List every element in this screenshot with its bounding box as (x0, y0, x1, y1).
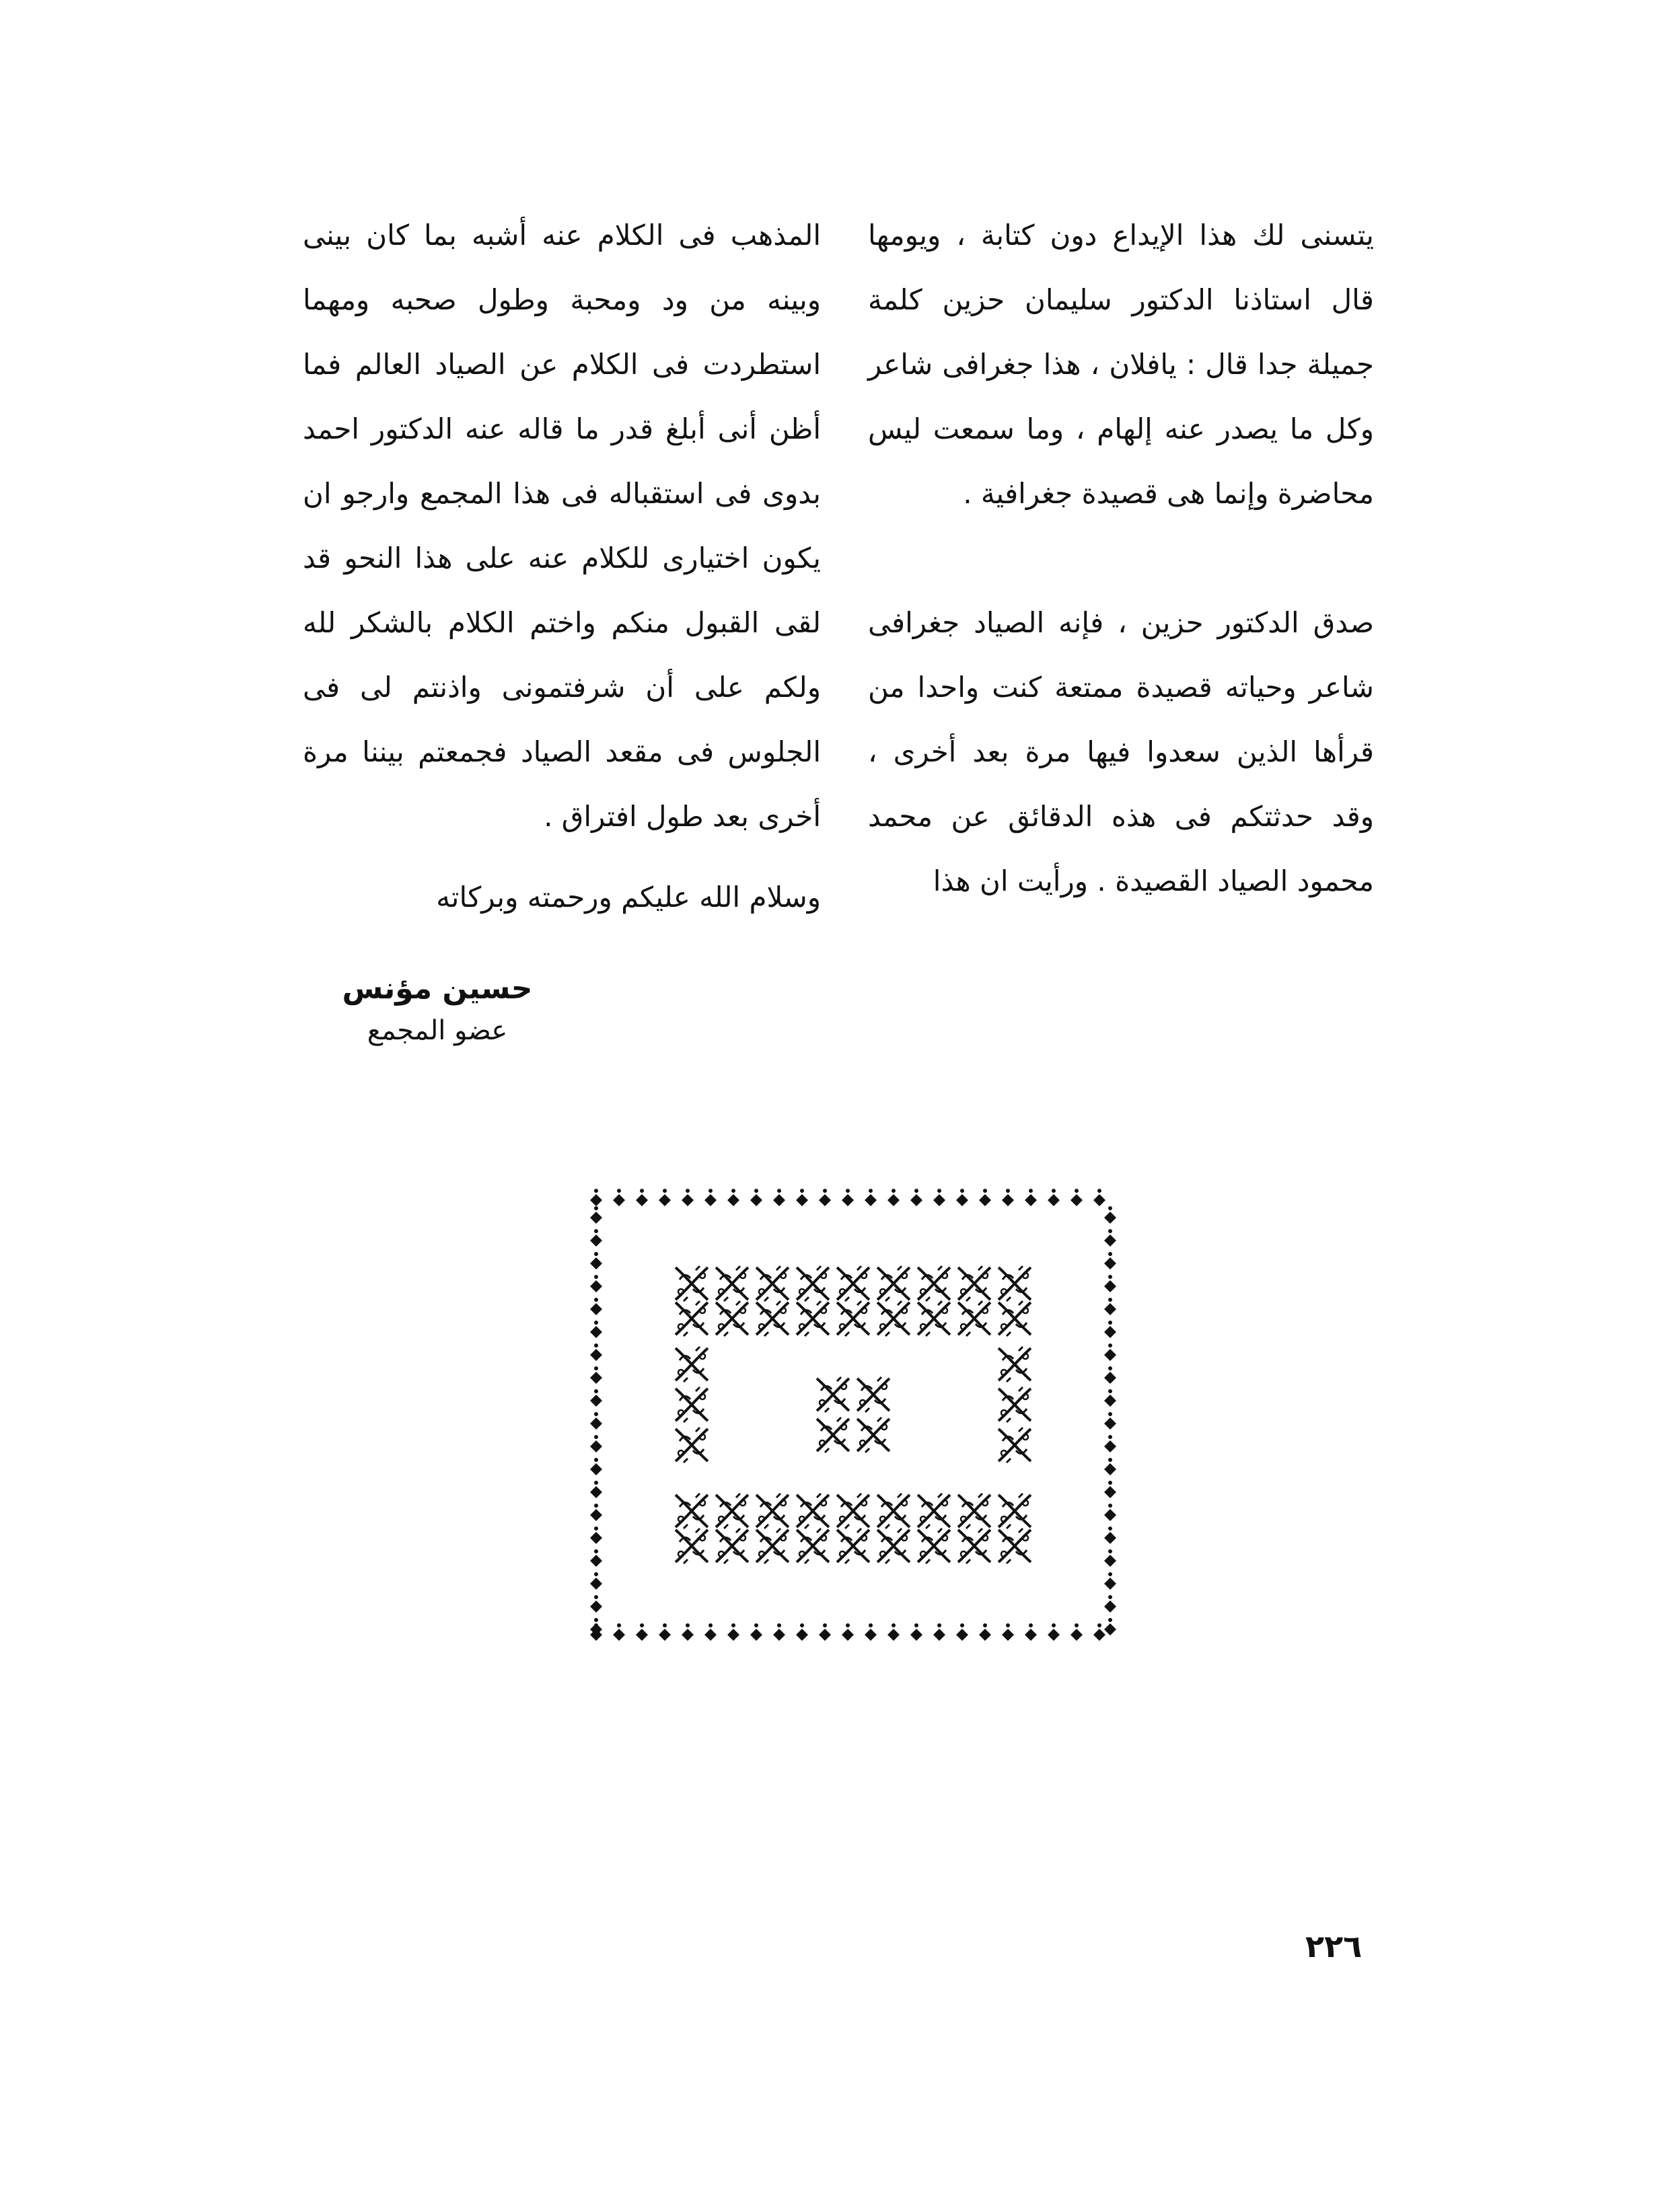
border-diamond (1104, 1549, 1116, 1567)
border-diamond (910, 1623, 922, 1641)
floral-motif (676, 1347, 708, 1382)
diamond-border (590, 1189, 1116, 1641)
border-diamond (1104, 1526, 1116, 1544)
border-diamond (933, 1189, 945, 1206)
border-diamond (727, 1623, 739, 1641)
border-diamond (1104, 1595, 1116, 1613)
border-diamond (1104, 1343, 1116, 1361)
floral-motif (676, 1266, 708, 1301)
border-diamond (1104, 1504, 1116, 1521)
border-diamond (590, 1618, 602, 1635)
border-diamond (636, 1623, 648, 1641)
border-diamond (1104, 1206, 1116, 1224)
border-diamond (1093, 1623, 1105, 1641)
floral-motif (999, 1428, 1031, 1463)
floral-motif (999, 1528, 1031, 1563)
floral-motif (716, 1301, 748, 1336)
floral-motif (877, 1494, 910, 1528)
floral-motif (999, 1301, 1031, 1336)
floral-motif (918, 1266, 950, 1301)
border-diamond (773, 1623, 785, 1641)
border-diamond (590, 1458, 602, 1475)
floral-motif (958, 1494, 990, 1528)
floral-motif (999, 1494, 1031, 1528)
ornamental-frame-icon (584, 1183, 1122, 1647)
floral-motif (918, 1494, 950, 1528)
border-diamond (910, 1189, 922, 1206)
floral-motif (676, 1494, 708, 1528)
floral-motif (676, 1301, 708, 1336)
border-diamond (1025, 1623, 1037, 1641)
border-diamond (1048, 1189, 1060, 1206)
border-diamond (590, 1275, 602, 1292)
floral-motif (756, 1494, 789, 1528)
border-diamond (979, 1189, 991, 1206)
border-diamond (590, 1229, 602, 1247)
floral-motif (958, 1528, 990, 1563)
floral-motif (877, 1528, 910, 1563)
border-diamond (636, 1189, 648, 1206)
border-diamond (1002, 1623, 1014, 1641)
border-diamond (704, 1189, 717, 1206)
border-diamond (750, 1189, 762, 1206)
border-diamond (1070, 1623, 1083, 1641)
border-diamond (590, 1549, 602, 1567)
border-diamond (659, 1189, 671, 1206)
floral-motif (837, 1528, 869, 1563)
floral-motif (676, 1428, 708, 1463)
right-column (868, 203, 1374, 914)
border-diamond (773, 1189, 785, 1206)
border-diamond (865, 1623, 877, 1641)
border-diamond (1002, 1189, 1014, 1206)
border-diamond (590, 1435, 602, 1452)
border-diamond (1104, 1229, 1116, 1247)
border-diamond (956, 1189, 968, 1206)
floral-motif (797, 1494, 829, 1528)
right-column-paragraph-2: صدق الدكتور حزين ، فإنه الصياد جغرافى شاعر وحياته قصيدة ممتعة كنت واحدا من قرأها الذين سعدوا فيها مرة بعد أخرى ، وقد حدثتكم فى هذه الدقائق عن محمد محمود الصياد القصيدة . ورأيت ان هذا (868, 606, 1374, 897)
border-diamond (796, 1623, 808, 1641)
floral-motif (817, 1417, 849, 1452)
border-diamond (590, 1366, 602, 1384)
border-diamond (682, 1189, 694, 1206)
floral-motif (837, 1266, 869, 1301)
floral-motif (716, 1528, 748, 1563)
border-diamond (1104, 1481, 1116, 1498)
floral-motif (676, 1387, 708, 1422)
floral-motif (756, 1266, 789, 1301)
border-diamond (590, 1321, 602, 1338)
border-diamond (887, 1623, 900, 1641)
border-diamond (1104, 1389, 1116, 1407)
signature-title: عضو المجمع (367, 1015, 508, 1046)
floral-motif (676, 1528, 708, 1563)
border-diamond (796, 1189, 808, 1206)
floral-motif (958, 1266, 990, 1301)
signature-block (336, 969, 538, 1052)
left-column (303, 203, 821, 930)
border-diamond (590, 1412, 602, 1430)
border-diamond (1104, 1275, 1116, 1292)
border-diamond (1025, 1189, 1037, 1206)
right-column-paragraph-1: يتسنى لك هذا الإيداع دون كتابة ، ويومها قال استاذنا الدكتور سليمان حزين كلمة جميلة جدا قال : يافلان ، هذا جغرافى شاعر وكل ما يصدر عنه إلهام ، وما سمعت ليس محاضرة وإنما هى قصيدة جغرافية . (868, 219, 1374, 510)
border-diamond (1104, 1435, 1116, 1452)
border-diamond (1104, 1412, 1116, 1430)
border-diamond (590, 1595, 602, 1613)
border-diamond (727, 1189, 739, 1206)
border-diamond (1048, 1623, 1060, 1641)
floral-motif (918, 1301, 950, 1336)
border-diamond (842, 1623, 854, 1641)
floral-motif (756, 1528, 789, 1563)
border-diamond (1104, 1572, 1116, 1590)
border-diamond (590, 1189, 602, 1206)
floral-motif (857, 1417, 890, 1452)
closing-greeting: وسلام الله عليكم ورحمته وبركاته (436, 881, 821, 914)
floral-motif (999, 1347, 1031, 1382)
border-diamond (590, 1504, 602, 1521)
border-diamond (1070, 1189, 1083, 1206)
left-column-paragraph-1: المذهب فى الكلام عنه أشبه بما كان بينى وبينه من ود ومحبة وطول صحبه ومهما استطردت فى الكلام عن الصياد العالم فما أظن أنى أبلغ قدر ما قاله عنه الدكتور احمد بدوى فى استقباله فى هذا المجمع وارجو ان يكون اختيارى للكلام عنه على هذا النحو قد لقى القبول منكم واختم الكلام بالشكر لله ولكم على أن شرفتمونى واذنتم لى فى الجلوس فى مقعد الصياد فجمعتم بيننا مرة أخرى بعد طول افتراق . (303, 219, 821, 833)
border-diamond (750, 1623, 762, 1641)
floral-motif (837, 1301, 869, 1336)
floral-motif (716, 1266, 748, 1301)
border-diamond (590, 1389, 602, 1407)
floral-motif (918, 1528, 950, 1563)
border-diamond (933, 1623, 945, 1641)
floral-motif (817, 1377, 849, 1412)
floral-motif (756, 1301, 789, 1336)
border-diamond (704, 1623, 717, 1641)
floral-motif (797, 1528, 829, 1563)
border-diamond (590, 1481, 602, 1498)
border-diamond (979, 1623, 991, 1641)
floral-motif (797, 1301, 829, 1336)
border-diamond (842, 1189, 854, 1206)
border-diamond (887, 1189, 900, 1206)
border-diamond (819, 1189, 831, 1206)
border-diamond (865, 1189, 877, 1206)
border-diamond (1093, 1189, 1105, 1206)
border-diamond (1104, 1366, 1116, 1384)
border-diamond (1104, 1618, 1116, 1635)
border-diamond (590, 1206, 602, 1224)
floral-motif (877, 1266, 910, 1301)
floral-motif (857, 1377, 890, 1412)
floral-motif (837, 1494, 869, 1528)
floral-motif (999, 1387, 1031, 1422)
page-number: ٢٢٦ (1305, 1928, 1363, 1964)
floral-motif (958, 1301, 990, 1336)
border-diamond (1104, 1321, 1116, 1338)
border-diamond (590, 1298, 602, 1315)
border-diamond (819, 1623, 831, 1641)
border-diamond (590, 1526, 602, 1544)
border-diamond (590, 1343, 602, 1361)
border-diamond (590, 1252, 602, 1269)
border-diamond (659, 1623, 671, 1641)
border-diamond (613, 1623, 625, 1641)
border-diamond (613, 1189, 625, 1206)
floral-motif (999, 1266, 1031, 1301)
signature-name: حسين مؤنس (342, 971, 533, 1006)
border-diamond (1104, 1252, 1116, 1269)
floral-motif (716, 1494, 748, 1528)
floral-pattern (676, 1266, 1031, 1563)
floral-motif (877, 1301, 910, 1336)
floral-motif (797, 1266, 829, 1301)
border-diamond (1104, 1298, 1116, 1315)
border-diamond (682, 1623, 694, 1641)
border-diamond (590, 1572, 602, 1590)
border-diamond (956, 1623, 968, 1641)
border-diamond (1104, 1458, 1116, 1475)
